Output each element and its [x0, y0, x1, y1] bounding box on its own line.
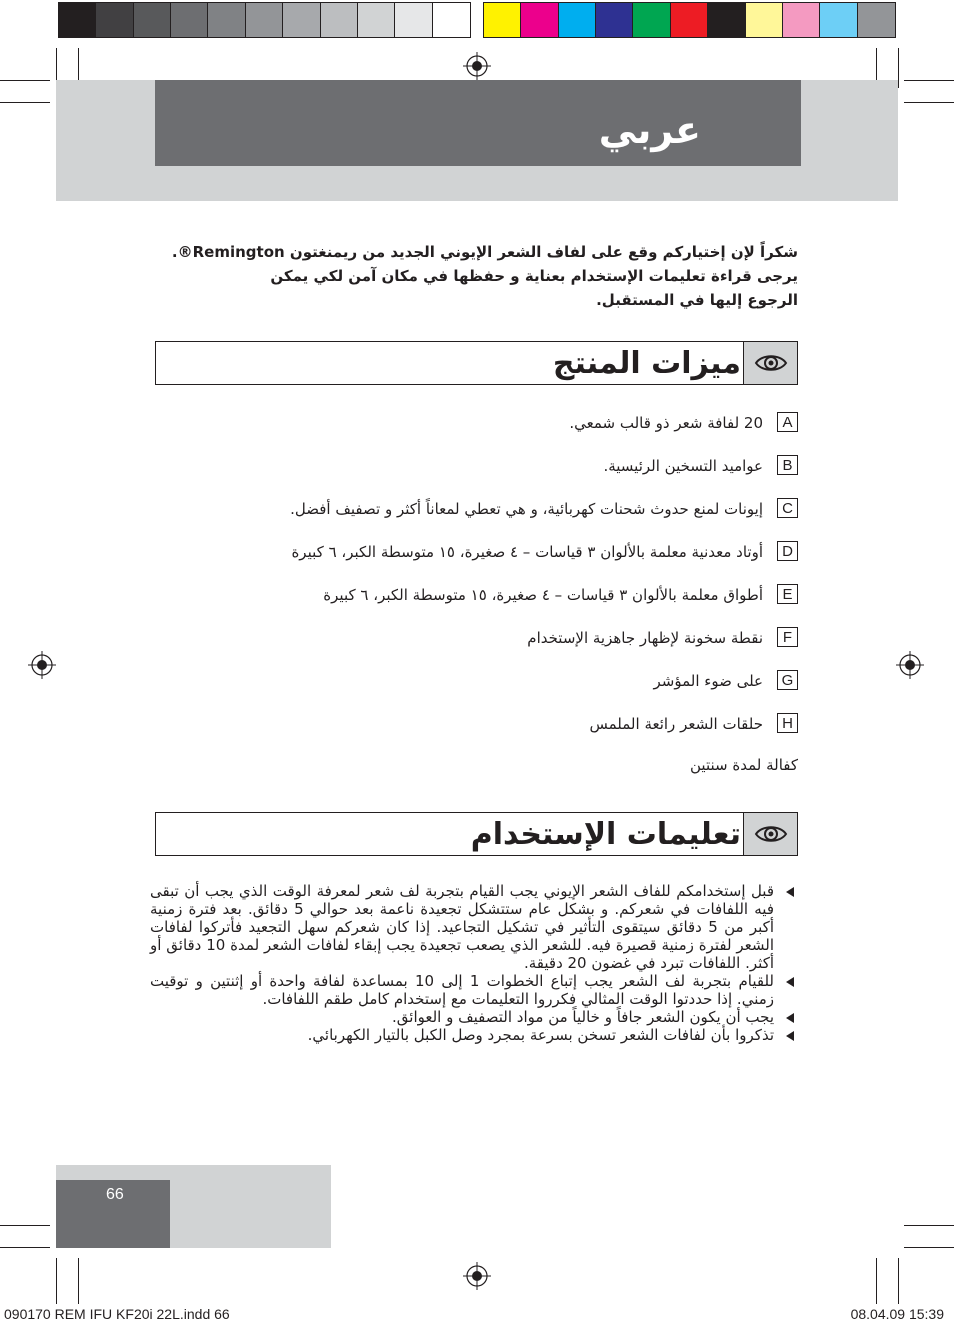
instruction-text: قبل إستخدامكم للفاف الشعر الإيوني يجب القيام بتجربة لف شعر لمعرفة الوقت الذي يجب أن تبقى فيه اللفافات في شعركم. و بشكل عام ستتشكل تجعيدة ناعمة بعد حوالي 5 دقائق. بعد فترة زمنية أكبر من 5 دقائق سيتقوى التأثير في تشكيل التجاعيد. إذا كان شعركم سهل التجعيد فأتركوا لفافات الشعر لفترة زمنية قصيرة فيه. للشعر الذي يصعب تجعيدة يجب إبقاء لفافات الشعر لمدة 10 دقائق أو أكثر. اللفافات تبرد في غضون 20 دقيقة.	[150, 882, 775, 972]
component-row	[150, 627, 798, 649]
instruction-text: للقيام بتجربة لف الشعر يجب إتباع الخطوات 1 إلى 10 بمساعدة لفافة واحدة أو إثنتين و توقيت زمني. إذا حددتوا الوقت المثالي فكرروا التعليمات مع إستخدام كامل طقم اللفافات.	[150, 972, 774, 1008]
component-letter: B	[777, 455, 798, 475]
component-letter: D	[777, 541, 798, 561]
eye-icon	[754, 352, 788, 374]
grayscale-color-bar	[58, 2, 471, 38]
component-letter: F	[777, 627, 798, 647]
component-letter: H	[777, 713, 798, 733]
color-swatch	[820, 3, 857, 37]
date-slug: 08.04.09 15:39	[850, 1306, 944, 1322]
bullet-triangle-icon	[786, 977, 794, 987]
component-description: نقطة سخونة لإظهار جاهزية الإستخدام	[527, 629, 763, 647]
component-row	[150, 713, 798, 735]
component-letter: G	[777, 670, 798, 690]
crop-mark	[78, 1258, 79, 1304]
component-description: 20 لفافة شعر ذو قالب شمعي.	[569, 414, 763, 432]
color-swatch	[559, 3, 596, 37]
component-row	[150, 498, 798, 520]
color-swatch	[521, 3, 558, 37]
section-icon-cell	[743, 342, 797, 384]
crop-mark	[904, 1247, 954, 1248]
components-section-header	[155, 341, 798, 385]
instruction-text: يجب أن يكون الشعر جافاً و خالياً من مواد التصفيف و العوائق.	[392, 1008, 774, 1026]
component-row	[150, 584, 798, 606]
crop-mark	[0, 1225, 50, 1226]
crop-mark	[56, 1258, 57, 1304]
crop-mark	[876, 1258, 877, 1304]
instruction-text: تذكروا بأن لفافات الشعر تسخن بسرعة بمجرد وصل الكبل بالتيار الكهربائي.	[307, 1026, 774, 1044]
color-swatch	[395, 3, 432, 37]
color-swatch	[283, 3, 320, 37]
color-swatch	[208, 3, 245, 37]
registration-mark-icon	[463, 1262, 491, 1290]
color-swatch	[708, 3, 745, 37]
page-number: 66	[106, 1186, 124, 1203]
list-item	[150, 882, 800, 972]
section-icon-cell	[743, 813, 797, 855]
list-item	[150, 1026, 800, 1044]
color-swatch	[746, 3, 783, 37]
color-swatch	[671, 3, 708, 37]
process-color-bar	[483, 2, 896, 38]
intro-paragraph	[150, 240, 798, 312]
color-swatch	[171, 3, 208, 37]
component-letter: C	[777, 498, 798, 518]
color-swatch	[596, 3, 633, 37]
color-swatch	[59, 3, 96, 37]
crop-mark	[898, 48, 899, 88]
crop-mark	[904, 1225, 954, 1226]
crop-mark	[904, 102, 954, 103]
color-swatch	[783, 3, 820, 37]
bullet-triangle-icon	[786, 1013, 794, 1023]
intro-line: شكراً لإن إختياركم وقع على لفاف الشعر الإيوني الجديد من ريمنغتون Remington®.	[171, 243, 798, 261]
crop-mark	[0, 80, 50, 81]
registration-mark-icon	[463, 52, 491, 80]
component-description: على ضوء المؤشر	[653, 672, 763, 690]
component-row	[150, 412, 798, 434]
bullet-triangle-icon	[786, 887, 794, 897]
section-title: ميزات المنتج	[552, 346, 741, 381]
section-title: تعليمات الإستخدام	[470, 817, 741, 852]
crop-mark	[904, 80, 954, 81]
color-swatch	[633, 3, 670, 37]
warranty-text: كفالة لمدة سنتين	[690, 756, 798, 774]
component-row	[150, 455, 798, 477]
crop-mark	[0, 102, 50, 103]
color-swatch	[246, 3, 283, 37]
color-swatch	[858, 3, 895, 37]
color-swatch	[96, 3, 133, 37]
intro-line: الرجوع إليها في المستقبل.	[596, 291, 798, 309]
page-title: عربي	[598, 108, 701, 152]
registration-mark-icon	[896, 651, 924, 679]
registration-mark-icon	[28, 651, 56, 679]
color-swatch	[484, 3, 521, 37]
list-item	[150, 1008, 800, 1026]
component-description: أطواق معلمة بالألوان ٣ قياسات – ٤ صغيرة، ١٥ متوسطة الكبر، ٦ كبيرة	[323, 586, 763, 604]
instructions-section-header	[155, 812, 798, 856]
eye-icon	[754, 823, 788, 845]
color-swatch	[134, 3, 171, 37]
color-swatch	[433, 3, 470, 37]
file-slug: 090170 REM IFU KF20i 22L.indd 66	[4, 1306, 230, 1322]
color-swatch	[358, 3, 395, 37]
component-letter: E	[777, 584, 798, 604]
color-swatch	[321, 3, 358, 37]
component-row	[150, 670, 798, 692]
component-letter: A	[777, 412, 798, 432]
component-row	[150, 541, 798, 563]
title-bar	[155, 80, 801, 166]
component-description: إيونات لمنع حدوث شحنات كهربائية، و هي تعطي لمعاناً أكثر و تصفيف أفضل.	[290, 500, 763, 518]
component-description: حلقات الشعر رائعة الملمس	[589, 715, 763, 733]
component-description: أوتاد معدنية معلمة بالألوان ٣ قياسات – ٤ صغيرة، ١٥ متوسطة الكبر، ٦ كبيرة	[291, 543, 763, 561]
list-item	[150, 972, 800, 1008]
intro-line: يرجى قراءة تعليمات الإستخدام بعناية و حفظها في مكان آمن لكي يمكن	[270, 267, 798, 285]
crop-mark	[898, 1258, 899, 1304]
component-description: عواميد التسخين الرئيسية.	[603, 457, 763, 475]
instructions-list	[150, 882, 800, 1044]
bullet-triangle-icon	[786, 1031, 794, 1041]
crop-mark	[0, 1247, 50, 1248]
